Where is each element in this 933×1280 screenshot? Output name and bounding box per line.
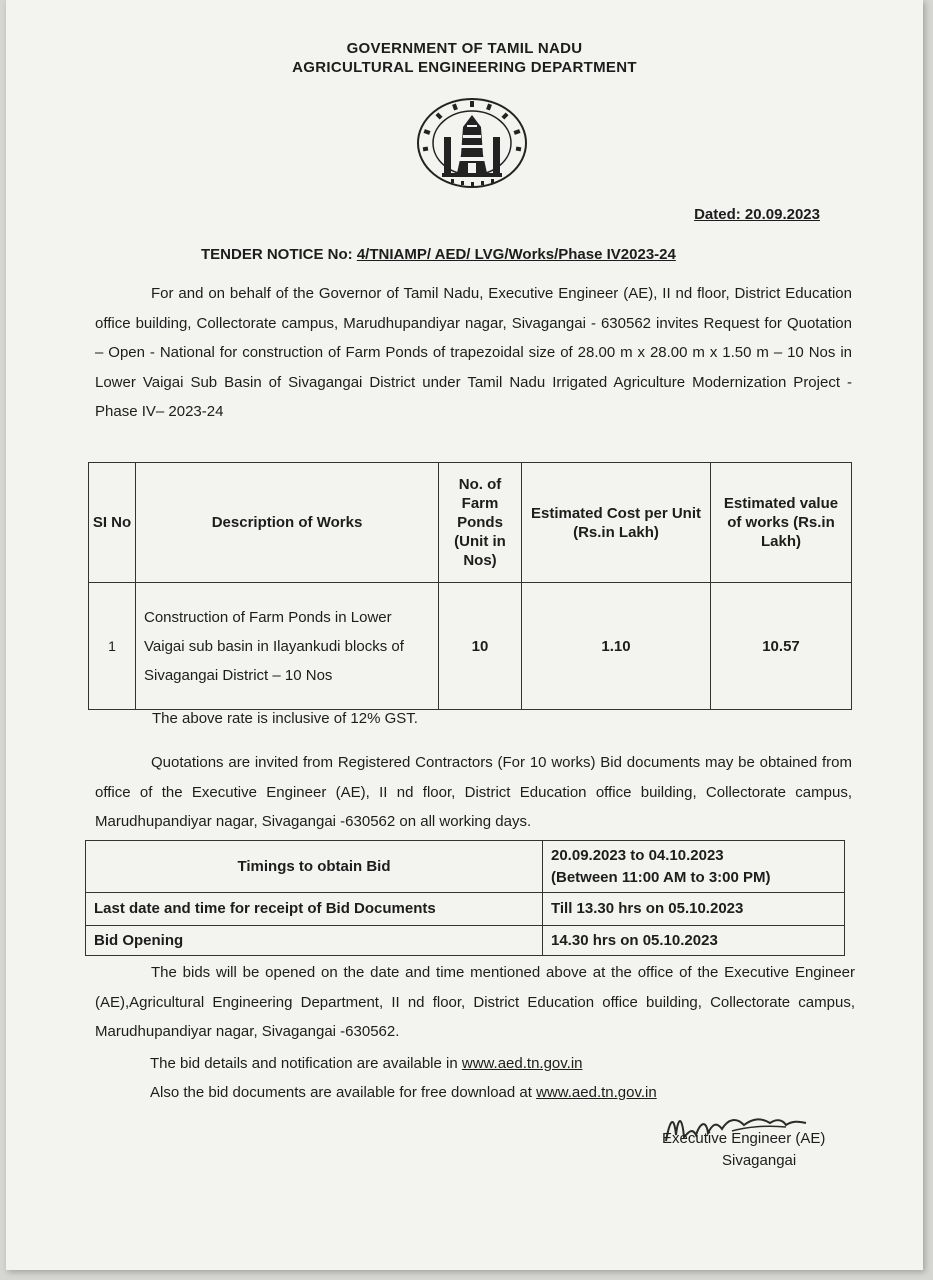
cell-bid-opening-label: Bid Opening bbox=[86, 926, 543, 956]
bid-details-line bbox=[150, 1055, 583, 1072]
bid-details-link[interactable]: www.aed.tn.gov.in bbox=[461, 1055, 583, 1072]
table-row bbox=[86, 893, 845, 926]
col-header-description: Description of Works bbox=[136, 463, 439, 583]
header-department: AGRICULTURAL ENGINEERING DEPARTMENT bbox=[292, 59, 637, 76]
cell-farm-ponds: 10 bbox=[439, 583, 522, 710]
notice-date: Dated: 20.09.2023 bbox=[694, 206, 820, 223]
col-header-cost-per-unit: Estimated Cost per Unit (Rs.in Lakh) bbox=[522, 463, 711, 583]
tender-label: TENDER NOTICE No: bbox=[201, 246, 357, 263]
header-government: GOVERNMENT OF TAMIL NADU bbox=[346, 40, 583, 57]
document-page bbox=[6, 0, 923, 1270]
timings-hours: (Between 11:00 AM to 3:00 PM) bbox=[551, 868, 771, 886]
signatory-place: Sivagangai bbox=[722, 1152, 797, 1169]
quotations-paragraph: Quotations are invited from Registered Contractors (For 10 works) Bid documents may be obtained from office of the Executive Engineer (AE), II nd floor, District Education office building, Collectorate campus, Marudhupandiyar nagar, Sivagangai -630562 on all working days. bbox=[95, 754, 852, 830]
cell-cost-per-unit: 1.10 bbox=[522, 583, 711, 710]
bid-schedule-table bbox=[85, 840, 845, 956]
cell-timings-value bbox=[543, 841, 845, 893]
timings-date-range: 20.09.2023 to 04.10.2023 bbox=[551, 846, 724, 864]
cell-description: Construction of Farm Ponds in Lower Vaigai sub basin in Ilayankudi blocks of Sivagangai District – 10 Nos bbox=[136, 583, 439, 710]
col-header-farm-ponds: No. of Farm Ponds (Unit in Nos) bbox=[439, 463, 522, 583]
table-row bbox=[86, 841, 845, 893]
bids-opened-paragraph: The bids will be opened on the date and time mentioned above at the office of the Executive Engineer (AE),Agricultural Engineering Department, II nd floor, District Education office building, Collectorate campus, Marudhupandiyar nagar, Sivagangai -630562. bbox=[95, 964, 855, 1040]
government-seal-emblem bbox=[415, 97, 530, 189]
free-download-line bbox=[150, 1084, 657, 1101]
works-table bbox=[88, 462, 852, 710]
table-row bbox=[86, 926, 845, 956]
cell-last-date-value: Till 13.30 hrs on 05.10.2023 bbox=[543, 893, 845, 926]
table-row bbox=[89, 583, 852, 710]
bid-details-text: The bid details and notification are available in bbox=[150, 1055, 462, 1072]
tender-notice-title bbox=[201, 246, 676, 263]
gst-note: The above rate is inclusive of 12% GST. bbox=[152, 710, 418, 727]
free-download-text: Also the bid documents are available for free download at bbox=[150, 1084, 537, 1101]
tender-number: 4/TNIAMP/ AED/ LVG/Works/Phase IV2023-24 bbox=[356, 246, 676, 263]
col-header-estimated-value: Estimated value of works (Rs.in Lakh) bbox=[711, 463, 852, 583]
cell-estimated-value: 10.57 bbox=[711, 583, 852, 710]
works-table-header-row bbox=[89, 463, 852, 583]
cell-last-date-label: Last date and time for receipt of Bid Documents bbox=[86, 893, 543, 926]
cell-sl-no: 1 bbox=[89, 583, 136, 710]
cell-bid-opening-value: 14.30 hrs on 05.10.2023 bbox=[543, 926, 845, 956]
intro-paragraph: For and on behalf of the Governor of Tamil Nadu, Executive Engineer (AE), II nd floor, District Education office building, Collectorate campus, Marudhupandiyar nagar, Sivagangai - 630562 invites Request for Quotation – Open - National for construction of Farm Ponds of trapezoidal size of 28.00 m x 28.00 m x 1.50 m – 10 Nos in Lower Vaigai Sub Basin of Sivagangai District under Tamil Nadu Irrigated Agriculture Modernization Project - Phase IV– 2023-24 bbox=[95, 285, 852, 420]
col-header-sl-no: SI No bbox=[89, 463, 136, 583]
free-download-link[interactable]: www.aed.tn.gov.in bbox=[536, 1084, 657, 1101]
signatory-designation: Executive Engineer (AE) bbox=[662, 1130, 826, 1147]
cell-timings-label: Timings to obtain Bid bbox=[86, 841, 543, 893]
